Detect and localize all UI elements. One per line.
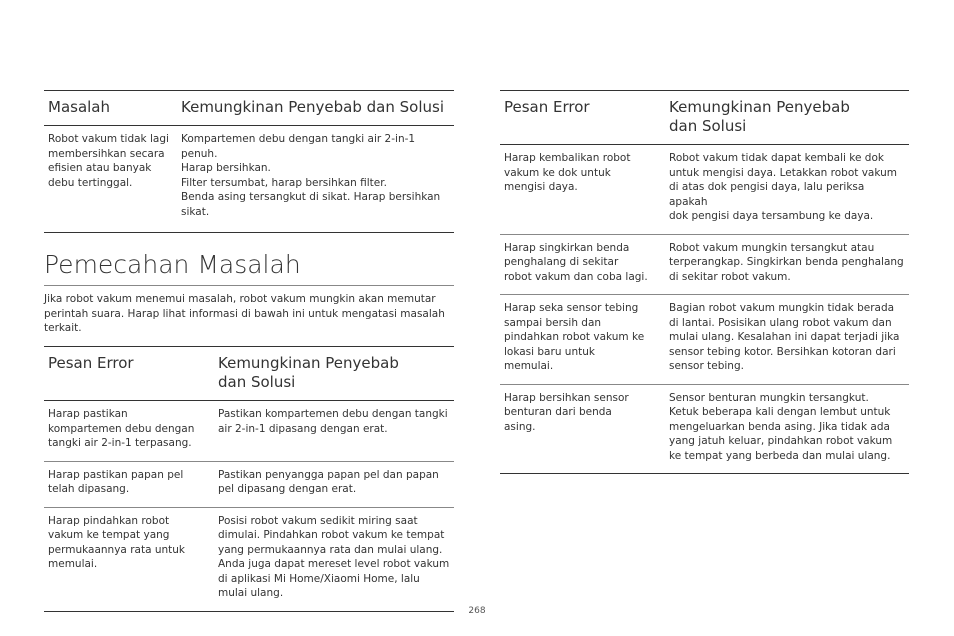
table-row bbox=[44, 126, 454, 233]
header-problem: Masalah bbox=[44, 91, 177, 126]
section-intro: Jika robot vakum menemui masalah, robot vakum mungkin akan memutar perintah suara. Harap lihat informasi di bawah ini untuk mengatasi masalah terkait. bbox=[44, 293, 445, 334]
error-table-left-wrap bbox=[44, 346, 454, 612]
table-row bbox=[500, 234, 909, 295]
error-message-cell: Harap bersihkan sensor benturan dari benda asing. bbox=[500, 384, 665, 474]
table-header-row bbox=[500, 91, 909, 145]
header-error-message: Pesan Error bbox=[500, 91, 665, 145]
solution-cell: Kompartemen debu dengan tangki air 2-in-1 penuh. Harap bersihkan. Filter tersumbat, harap bersihkan filter. Benda asing tersangkut di sikat. Harap bersihkan sikat. bbox=[177, 126, 454, 233]
error-message-cell: Harap singkirkan benda penghalang di sekitar robot vakum dan coba lagi. bbox=[500, 234, 665, 295]
error-message-cell: Harap kembalikan robot vakum ke dok untuk mengisi daya. bbox=[500, 145, 665, 235]
header-causes-solutions: Kemungkinan Penyebab dan Solusi bbox=[214, 347, 454, 401]
table-row bbox=[44, 507, 454, 611]
header-causes-solutions: Kemungkinan Penyebab dan Solusi bbox=[665, 91, 909, 145]
left-column bbox=[44, 90, 454, 233]
header-error-message: Pesan Error bbox=[44, 347, 214, 401]
table-header-row bbox=[44, 91, 454, 126]
table-row bbox=[500, 384, 909, 474]
error-table-left bbox=[44, 346, 454, 612]
solution-cell: Posisi robot vakum sedikit miring saat dimulai. Pindahkan robot vakum ke tempat yang permukaannya rata dan mulai ulang. Anda juga dapat mereset level robot vakum di aplikasi Mi Home/Xiaomi Home, lalu mulai ulang. bbox=[214, 507, 454, 611]
table-row bbox=[500, 145, 909, 235]
section-title: Pemecahan Masalah bbox=[44, 248, 454, 286]
table-row bbox=[500, 295, 909, 385]
solution-cell: Robot vakum tidak dapat kembali ke dok untuk mengisi daya. Letakkan robot vakum di atas dok pengisi daya, lalu periksa apakah dok pengisi daya tersambung ke daya. bbox=[665, 145, 909, 235]
problem-cell: Robot vakum tidak lagi membersihkan secara efisien atau banyak debu tertinggal. bbox=[44, 126, 177, 233]
page-number: 268 bbox=[468, 606, 486, 616]
error-message-cell: Harap seka sensor tebing sampai bersih dan pindahkan robot vakum ke lokasi baru untuk memulai. bbox=[500, 295, 665, 385]
solution-cell: Pastikan penyangga papan pel dan papan pel dipasang dengan erat. bbox=[214, 461, 454, 507]
error-table-right bbox=[500, 90, 909, 474]
error-message-cell: Harap pindahkan robot vakum ke tempat yang permukaannya rata untuk memulai. bbox=[44, 507, 214, 611]
solution-cell: Bagian robot vakum mungkin tidak berada di lantai. Posisikan ulang robot vakum dan mulai ulang. Kesalahan ini dapat terjadi jika sensor tebing kotor. Bersihkan kotoran dari sensor tebing. bbox=[665, 295, 909, 385]
table-row bbox=[44, 401, 454, 462]
problem-table bbox=[44, 90, 454, 233]
error-message-cell: Harap pastikan kompartemen debu dengan tangki air 2-in-1 terpasang. bbox=[44, 401, 214, 462]
solution-cell: Robot vakum mungkin tersangkut atau terperangkap. Singkirkan benda penghalang di sekitar robot vakum. bbox=[665, 234, 909, 295]
right-column bbox=[500, 90, 909, 474]
table-header-row bbox=[44, 347, 454, 401]
solution-cell: Pastikan kompartemen debu dengan tangki air 2-in-1 dipasang dengan erat. bbox=[214, 401, 454, 462]
solution-cell: Sensor benturan mungkin tersangkut. Ketuk beberapa kali dengan lembut untuk mengeluarkan benda asing. Jika tidak ada yang jatuh keluar, pindahkan robot vakum ke tempat yang berbeda dan mulai ulang. bbox=[665, 384, 909, 474]
header-causes-solutions: Kemungkinan Penyebab dan Solusi bbox=[177, 91, 454, 126]
error-message-cell: Harap pastikan papan pel telah dipasang. bbox=[44, 461, 214, 507]
table-row bbox=[44, 461, 454, 507]
